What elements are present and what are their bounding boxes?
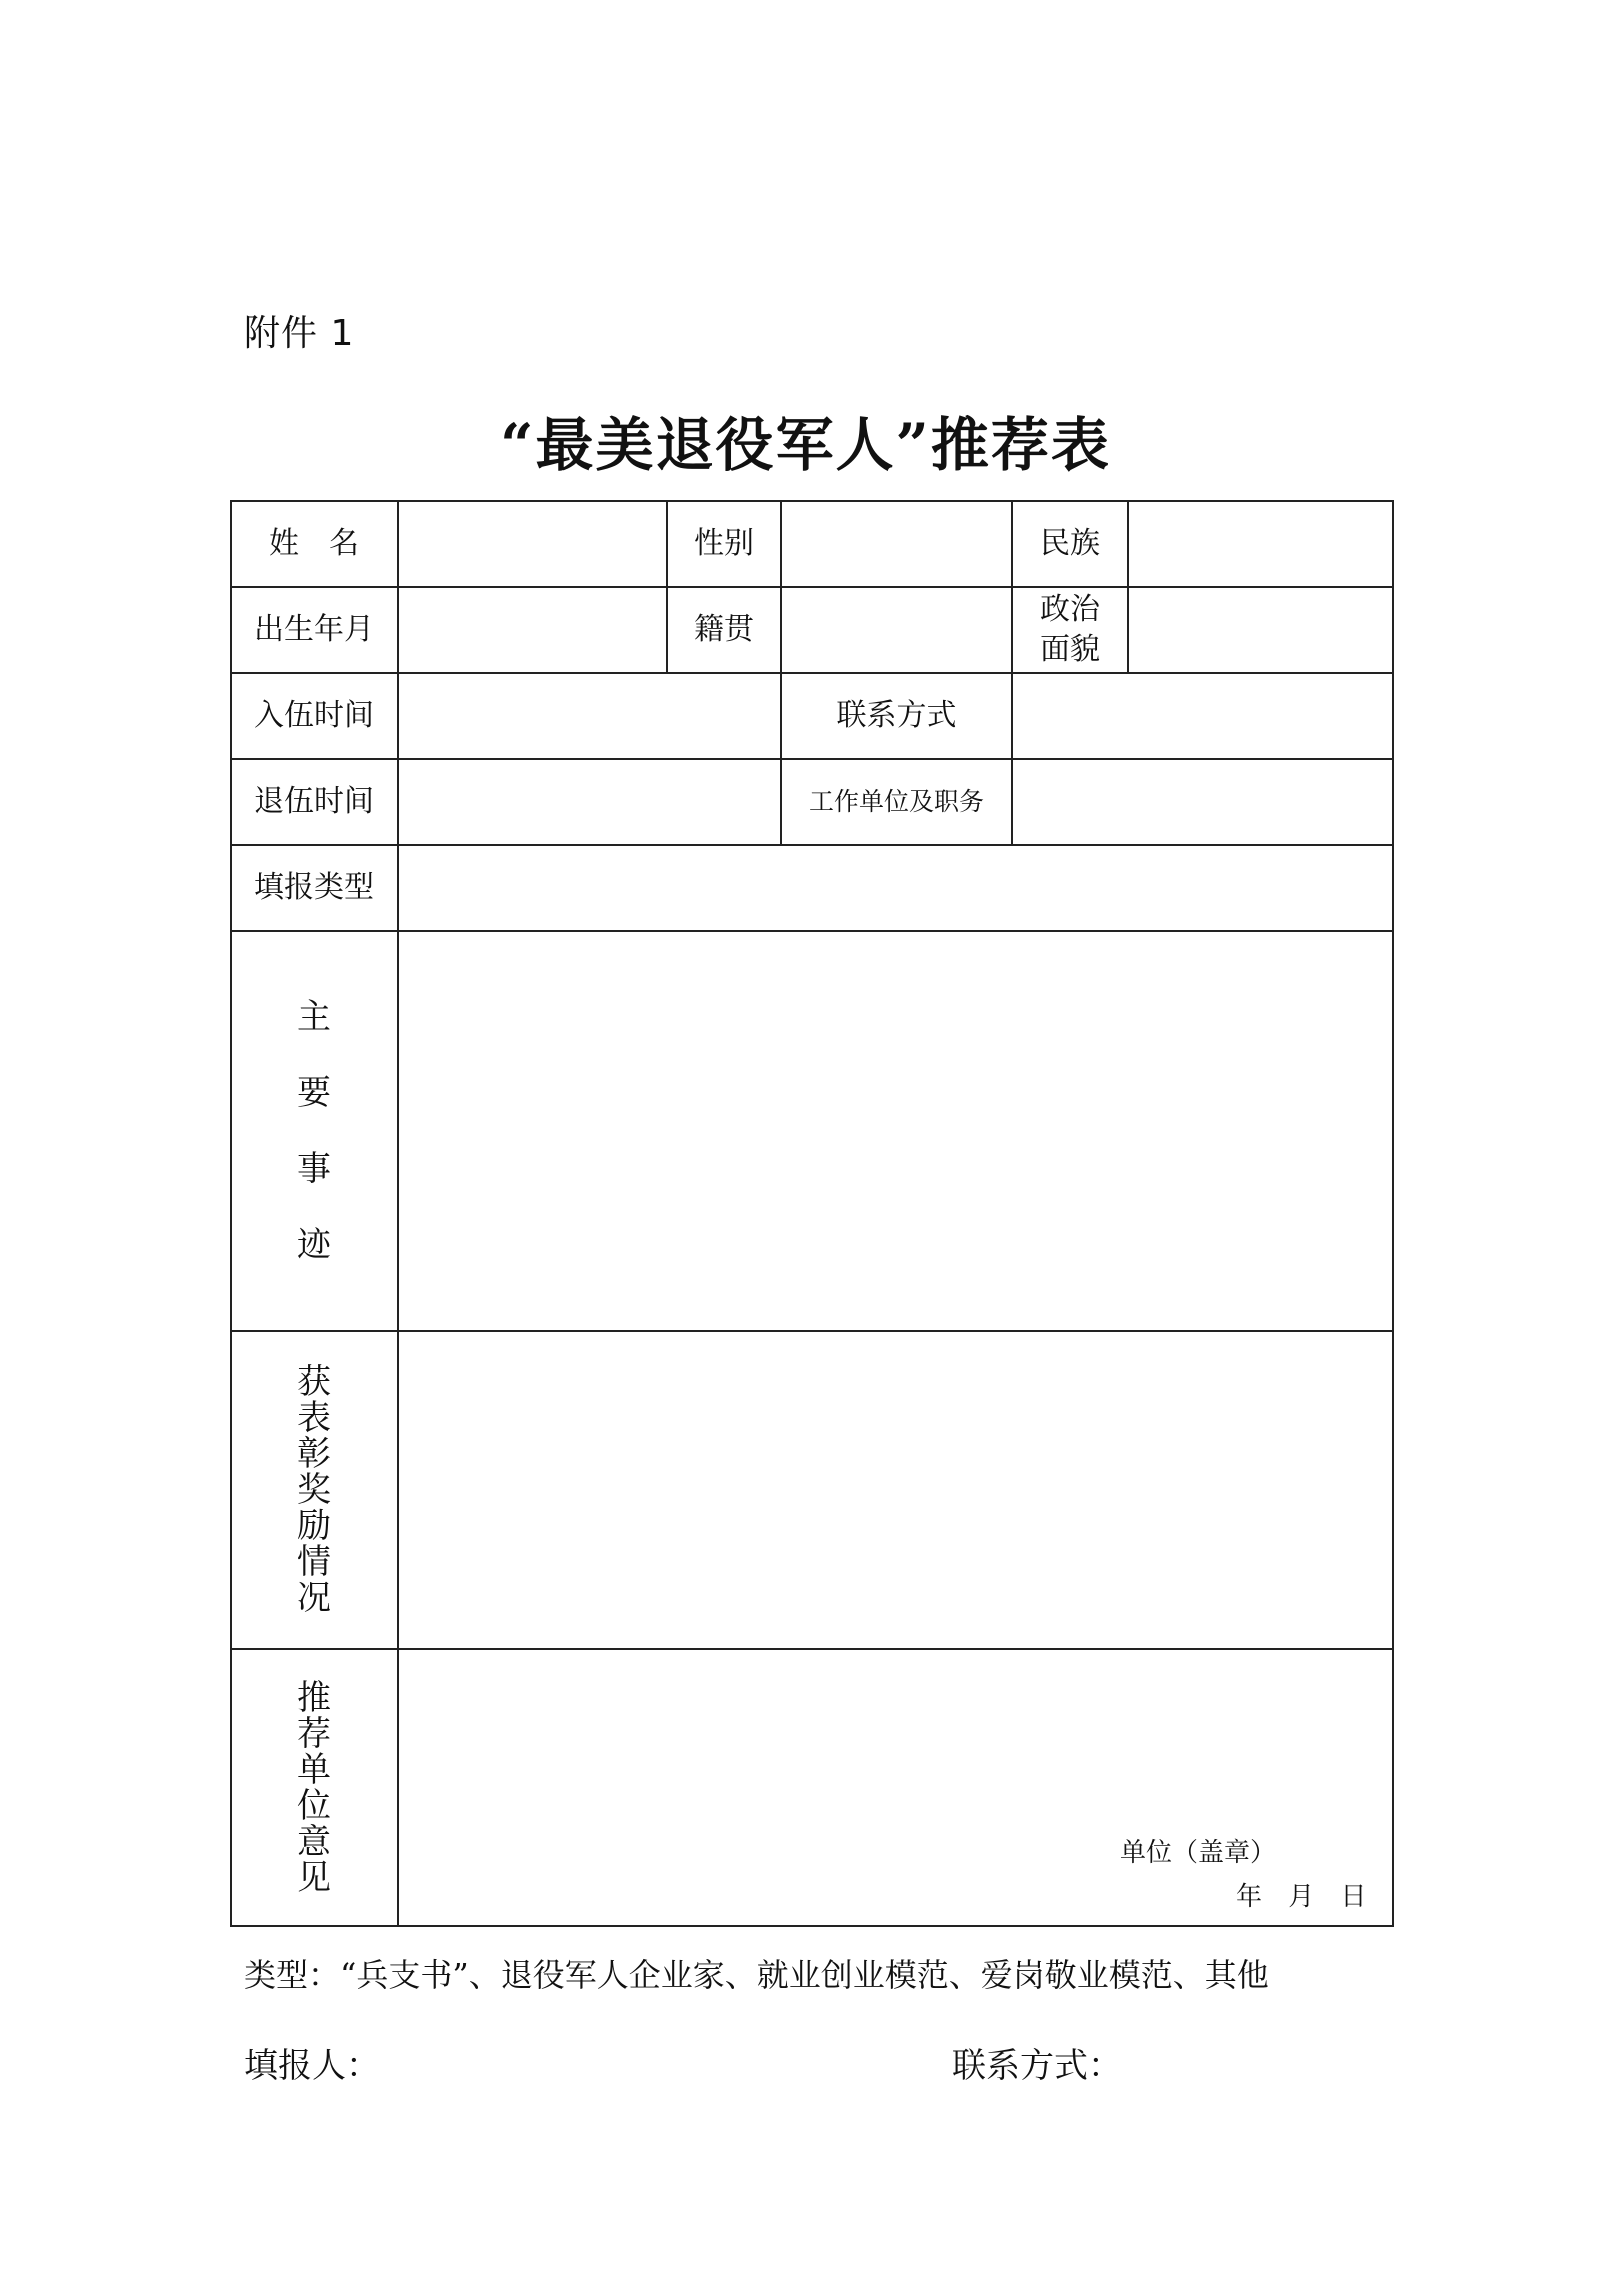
work-unit-label: 工作单位及职务	[808, 787, 984, 817]
opinion-char: 单	[297, 1749, 331, 1790]
ethnicity-field[interactable]	[1129, 502, 1392, 586]
gender-label: 性别	[694, 525, 754, 561]
awards-field[interactable]	[399, 1332, 1392, 1648]
deeds-char: 要	[297, 1073, 331, 1113]
name-label: 姓 名	[269, 525, 359, 561]
discharge-date-label: 退伍时间	[254, 783, 374, 819]
unit-seal-label: 单位（盖章）	[1120, 1838, 1277, 1868]
awards-char: 表	[297, 1398, 331, 1438]
date-label: 年 月 日	[1236, 1882, 1367, 1912]
awards-char: 况	[297, 1578, 331, 1618]
deeds-char: 迹	[297, 1225, 331, 1265]
types-note: 类型：“兵支书”、退役军人企业家、就业创业模范、爱岗敬业模范、其他	[244, 1956, 1269, 1994]
awards-char: 励	[297, 1506, 331, 1546]
work-unit-field[interactable]	[1013, 760, 1392, 844]
opinion-char: 见	[297, 1857, 331, 1898]
opinion-char: 推	[297, 1677, 331, 1718]
gender-field[interactable]	[782, 502, 1011, 586]
opinion-char: 荐	[297, 1713, 331, 1754]
recommending-unit-opinion-label	[230, 1648, 398, 1927]
awards-char: 彰	[297, 1434, 331, 1474]
main-deeds-label	[230, 930, 398, 1332]
report-type-field[interactable]	[399, 846, 1392, 930]
contact-field[interactable]	[1013, 674, 1392, 758]
filler-contact-label: 联系方式：	[952, 2046, 1122, 2086]
opinion-char: 位	[297, 1785, 331, 1826]
main-deeds-field[interactable]	[399, 932, 1392, 1330]
political-status-label	[1012, 586, 1128, 674]
report-type-label: 填报类型	[254, 869, 374, 905]
enlistment-date-label: 入伍时间	[254, 697, 374, 733]
awards-char: 情	[297, 1542, 331, 1582]
page-title: “最美退役军人”推荐表	[500, 411, 1111, 479]
awards-label	[230, 1330, 398, 1650]
political-status-line1: 政治	[1040, 591, 1100, 627]
political-status-line2: 面貌	[1040, 632, 1100, 667]
name-field[interactable]	[399, 502, 666, 586]
opinion-char: 意	[297, 1821, 331, 1862]
political-status-field[interactable]	[1129, 588, 1392, 672]
birth-date-label: 出生年月	[254, 611, 374, 647]
birth-date-field[interactable]	[399, 588, 666, 672]
table-border-bottom	[230, 1925, 1394, 1927]
native-place-label: 籍贯	[694, 611, 754, 647]
discharge-date-field[interactable]	[399, 760, 780, 844]
contact-label: 联系方式	[836, 697, 957, 733]
table-border-right	[1392, 500, 1394, 1927]
awards-char: 奖	[297, 1470, 331, 1510]
awards-char: 获	[297, 1362, 331, 1402]
deeds-char: 主	[297, 997, 331, 1037]
attachment-label: 附件 1	[244, 313, 355, 354]
enlistment-date-field[interactable]	[399, 674, 780, 758]
deeds-char: 事	[297, 1149, 331, 1189]
filler-label: 填报人：	[244, 2046, 380, 2086]
recommendation-form	[230, 500, 1394, 1927]
native-place-field[interactable]	[782, 588, 1011, 672]
ethnicity-label: 民族	[1040, 525, 1100, 561]
